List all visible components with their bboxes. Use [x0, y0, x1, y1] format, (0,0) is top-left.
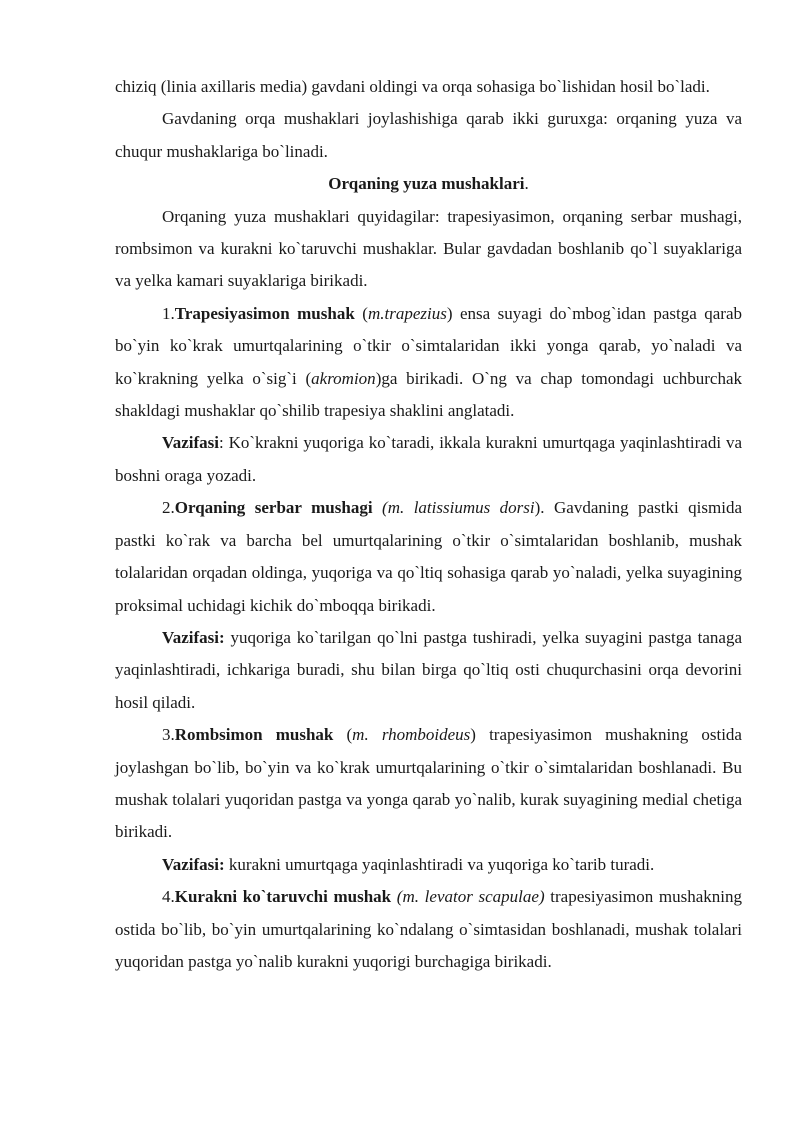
muscle-1-function-label: Vazifasi — [162, 433, 219, 453]
muscle-4-text: trapesiyasimon mushakning ostida bo`lib, bo`yin umurtqalarining ko`ndalang o`simtasidan boshlanadi, mushak tolalari yuqoridan pastga yo`nalib kurakni yuqorigi burchagiga birikadi. — [115, 887, 743, 971]
muscle-2-function-text: yuqoriga ko`tarilgan qo`lni pastga tushiradi, yelka suyagini pastga tanaga yaqinlashtiradi, ichkariga buradi, shu bilan birga qo`ltiq osti chuqurchasini orqa devorini hosil qiladi. — [115, 627, 742, 712]
muscle-1-text: ) ensa suyagi do`mbog`idan pastga qarab bo`yin ko`krak umurtqalarining o`tkir o`simtalaridan ikki yonga qarab, yo`naladi va ko`krakning yelka o`sig`i ( — [115, 303, 742, 388]
muscle-3-name: Rombsimon mushak — [174, 725, 334, 745]
muscle-3-function-text: kurakni umurtqaga yaqinlashtiradi va yuqoriga ko`tarib turadi. — [224, 854, 655, 874]
muscle-4-latin: (m. levator scapulae) — [391, 887, 545, 907]
section-heading-text: Orqaning yuza mushaklari — [328, 174, 525, 194]
muscle-1-function-text: : Ko`krakni yuqoriga ko`taradi, ikkala kurakni umurtqaga yaqinlashtiradi va boshni oraga yozadi. — [115, 433, 742, 485]
muscle-1-latin: m.trapezius — [367, 303, 447, 323]
muscle-2-number: 2. — [162, 498, 175, 518]
section-heading-dot: . — [524, 174, 529, 194]
paragraph-groups: Gavdaning orqa mushaklari joylashishiga qarab ikki guruxga: orqaning yuza va chuqur mushaklariga bo`linadi. — [115, 109, 742, 161]
paragraph-overview: Orqaning yuza mushaklari quyidagilar: trapesiyasimon, orqaning serbar mushagi, rombsimon va kurakni ko`taruvchi mushaklar. Bular gavdadan boshlanib qo`l suyaklariga va yelka kamari suyaklariga birikadi. — [115, 206, 742, 291]
muscle-2-function — [115, 622, 742, 719]
muscle-1-paragraph — [115, 298, 742, 428]
muscle-3-open: ( — [333, 725, 353, 745]
muscle-2-paragraph — [115, 492, 742, 622]
muscle-2-latin: (m. latissiumus dorsi — [372, 498, 535, 518]
muscle-3-latin: m. rhomboideus — [352, 725, 471, 745]
muscle-3-function — [115, 849, 742, 881]
muscle-3-function-label: Vazifasi: — [162, 854, 225, 874]
muscle-4-number: 4. — [162, 887, 175, 907]
muscle-1-open: ( — [354, 303, 368, 323]
muscle-1-number: 1. — [162, 303, 175, 323]
muscle-2-name: Orqaning serbar mushagi — [174, 498, 373, 518]
muscle-1-name: Trapesiyasimon mushak — [174, 303, 355, 323]
document-page — [115, 71, 742, 978]
paragraph-intro: chiziq (linia axillaris media) gavdani oldingi va orqa sohasiga bo`lishidan hosil bo`ladi. — [115, 77, 710, 96]
muscle-3-text: ) trapesiyasimon mushakning ostida joylashgan bo`lib, bo`yin va ko`krak umurtqalarining o`tkir o`simtalaridan boshlanadi. Bu mushak tolalari yuqoridan pastga va yonga qarab yo`nalib, kurak suyagining medial chetiga birikadi. — [115, 725, 742, 842]
muscle-1-latin-2: akromion — [311, 368, 376, 388]
muscle-4-paragraph — [115, 881, 742, 978]
muscle-2-function-label: Vazifasi: — [162, 627, 225, 647]
muscle-1-function — [115, 427, 742, 492]
muscle-3-paragraph — [115, 719, 742, 849]
muscle-2-text: ). Gavdaning pastki qismida pastki ko`rak va barcha bel umurtqalarining o`tkir o`simtalaridan boshlanib, mushak tolalaridan orqadan oldinga, yuqoriga va qo`ltiq sohasiga qarab yo`naladi, yelka suyagining proksimal uchidagi kichik do`mboqqa birikadi. — [115, 498, 742, 615]
muscle-3-number: 3. — [162, 725, 175, 745]
muscle-4-name: Kurakni ko`taruvchi mushak — [174, 887, 392, 907]
section-heading — [115, 168, 742, 200]
muscle-1-text-2: )ga birikadi. O`ng va chap tomondagi uchburchak shakldagi mushaklar qo`shilib trapesiya shaklini anglatadi. — [115, 368, 743, 421]
